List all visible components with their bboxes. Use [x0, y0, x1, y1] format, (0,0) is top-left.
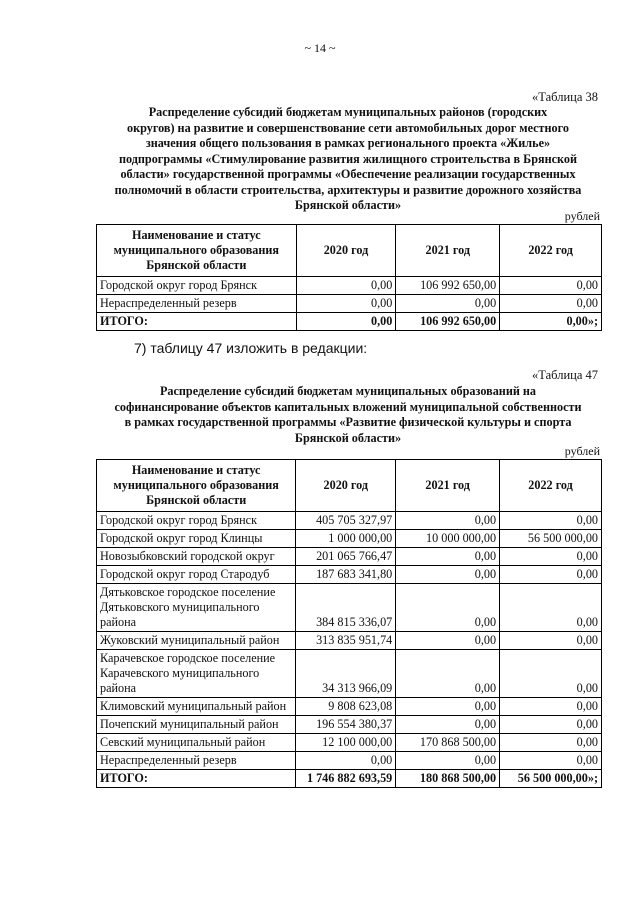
- value-2021: 0,00: [396, 698, 500, 716]
- municipality-name: Городской округ город Брянск: [97, 277, 297, 295]
- table47-title-line: Распределение субсидий бюджетам муниципальных образований на: [159, 384, 537, 398]
- value-2020: 0,00: [296, 295, 396, 313]
- value-2021: 0,00: [396, 650, 500, 698]
- value-2020: 0,00: [296, 752, 396, 770]
- value-2021: 170 868 500,00: [396, 734, 500, 752]
- value-2022: 0,00: [500, 584, 602, 632]
- table-row: [97, 530, 602, 548]
- table-row: [97, 752, 602, 770]
- value-2022: 0,00: [500, 716, 602, 734]
- value-2022: 0,00: [500, 752, 602, 770]
- table-row: [97, 277, 602, 295]
- municipality-name: Городской округ город Клинцы: [97, 530, 296, 548]
- table-row: [97, 698, 602, 716]
- table47-ref: «Таблица 47: [532, 368, 598, 382]
- table47-header-2022: 2022 год: [500, 460, 602, 512]
- table38-header-name: Наименование и статус муниципального образования Брянской области: [97, 225, 297, 277]
- value-2021: 0,00: [396, 295, 500, 313]
- table38-header-2020: 2020 год: [296, 225, 396, 277]
- total-label: ИТОГО:: [97, 770, 296, 788]
- table47-title-line: в рамках государственной программы «Развитие физической культуры и спорта: [124, 415, 572, 429]
- total-2020: 0,00: [296, 313, 396, 331]
- value-2022: 0,00: [500, 632, 602, 650]
- municipality-name: Карачевское городское поселение Карачевского муниципального района: [97, 650, 296, 698]
- municipality-name: Почепский муниципальный район: [97, 716, 296, 734]
- value-2021: 106 992 650,00: [396, 277, 500, 295]
- table47-title-line: Брянской области»: [294, 430, 402, 445]
- value-2022: 0,00: [500, 295, 602, 313]
- total-label: ИТОГО:: [97, 313, 297, 331]
- total-2021: 106 992 650,00: [396, 313, 500, 331]
- table-row: [97, 584, 602, 632]
- table47-header-name: Наименование и статус муниципального образования Брянской области: [97, 460, 296, 512]
- value-2022: 56 500 000,00: [500, 530, 602, 548]
- value-2022: 0,00: [500, 277, 602, 295]
- table38-title-line: Распределение субсидий бюджетам муниципальных районов (городских: [148, 105, 548, 119]
- value-2020: 313 835 951,74: [296, 632, 396, 650]
- table-row: [97, 734, 602, 752]
- table47-header-2021: 2021 год: [396, 460, 500, 512]
- value-2021: 0,00: [396, 716, 500, 734]
- value-2020: 405 705 327,97: [296, 512, 396, 530]
- value-2022: 0,00: [500, 734, 602, 752]
- municipality-name: Жуковский муниципальный район: [97, 632, 296, 650]
- municipality-name: Городской округ город Стародуб: [97, 566, 296, 584]
- table-row: [97, 548, 602, 566]
- value-2020: 9 808 623,08: [296, 698, 396, 716]
- table47-header-2020: 2020 год: [296, 460, 396, 512]
- value-2021: 0,00: [396, 632, 500, 650]
- table38-title-line: области» государственной программы «Обеспечение реализации государственных: [120, 167, 576, 181]
- value-2022: 0,00: [500, 566, 602, 584]
- value-2021: 10 000 000,00: [396, 530, 500, 548]
- table38-title-line: значения общего пользования в рамках регионального проекта «Жилье»: [145, 136, 551, 150]
- total-row: [97, 770, 602, 788]
- value-2020: 0,00: [296, 277, 396, 295]
- value-2021: 0,00: [396, 566, 500, 584]
- value-2022: 0,00: [500, 512, 602, 530]
- municipality-name: Нераспределенный резерв: [97, 752, 296, 770]
- table-row: [97, 512, 602, 530]
- table38-unit: рублей: [564, 209, 600, 223]
- value-2021: 0,00: [396, 752, 500, 770]
- table-row: [97, 716, 602, 734]
- table38-title-line: подпрограммы «Стимулирование развития жилищного строительства в Брянской: [118, 151, 578, 166]
- table38-title-line: округов) на развитие и совершенствование сети автомобильных дорог местного: [127, 120, 569, 135]
- municipality-name: Новозыбковский городской округ: [97, 548, 296, 566]
- value-2020: 1 000 000,00: [296, 530, 396, 548]
- table38-title-line: Брянской области»: [294, 198, 402, 212]
- municipality-name: Городской округ город Брянск: [97, 512, 296, 530]
- value-2022: 0,00: [500, 548, 602, 566]
- total-row: [97, 313, 602, 331]
- table38-title-line: полномочий в области строительства, архитектуры и развитие дорожного хозяйства: [114, 182, 582, 197]
- value-2020: 34 313 966,09: [296, 650, 396, 698]
- table47-title: [88, 384, 608, 446]
- value-2020: 201 065 766,47: [296, 548, 396, 566]
- total-2022: 0,00»;: [500, 313, 602, 331]
- table38-title: [88, 105, 608, 214]
- value-2022: 0,00: [500, 698, 602, 716]
- total-2020: 1 746 882 693,59: [296, 770, 396, 788]
- item-7-instruction: 7) таблицу 47 изложить в редакции:: [134, 340, 368, 356]
- table47-unit: рублей: [564, 444, 600, 458]
- page-number: ~ 14 ~: [304, 41, 336, 55]
- table-row: [97, 295, 602, 313]
- value-2021: 0,00: [396, 512, 500, 530]
- table38-ref: «Таблица 38: [532, 90, 598, 104]
- table38-header-2022: 2022 год: [500, 225, 602, 277]
- municipality-name: Севский муниципальный район: [97, 734, 296, 752]
- value-2020: 187 683 341,80: [296, 566, 396, 584]
- table47-title-line: софинансирование объектов капитальных вложений муниципальной собственности: [114, 399, 582, 414]
- total-2021: 180 868 500,00: [396, 770, 500, 788]
- table38-header-2021: 2021 год: [396, 225, 500, 277]
- value-2020: 384 815 336,07: [296, 584, 396, 632]
- municipality-name: Дятьковское городское поселение Дятьковского муниципального района: [97, 584, 296, 632]
- municipality-name: Климовский муниципальный район: [97, 698, 296, 716]
- table38: [96, 224, 602, 331]
- value-2021: 0,00: [396, 548, 500, 566]
- value-2020: 12 100 000,00: [296, 734, 396, 752]
- table47: [96, 459, 602, 788]
- value-2022: 0,00: [500, 650, 602, 698]
- value-2021: 0,00: [396, 584, 500, 632]
- value-2020: 196 554 380,37: [296, 716, 396, 734]
- table-row: [97, 650, 602, 698]
- municipality-name: Нераспределенный резерв: [97, 295, 297, 313]
- table-row: [97, 632, 602, 650]
- table-row: [97, 566, 602, 584]
- total-2022: 56 500 000,00»;: [500, 770, 602, 788]
